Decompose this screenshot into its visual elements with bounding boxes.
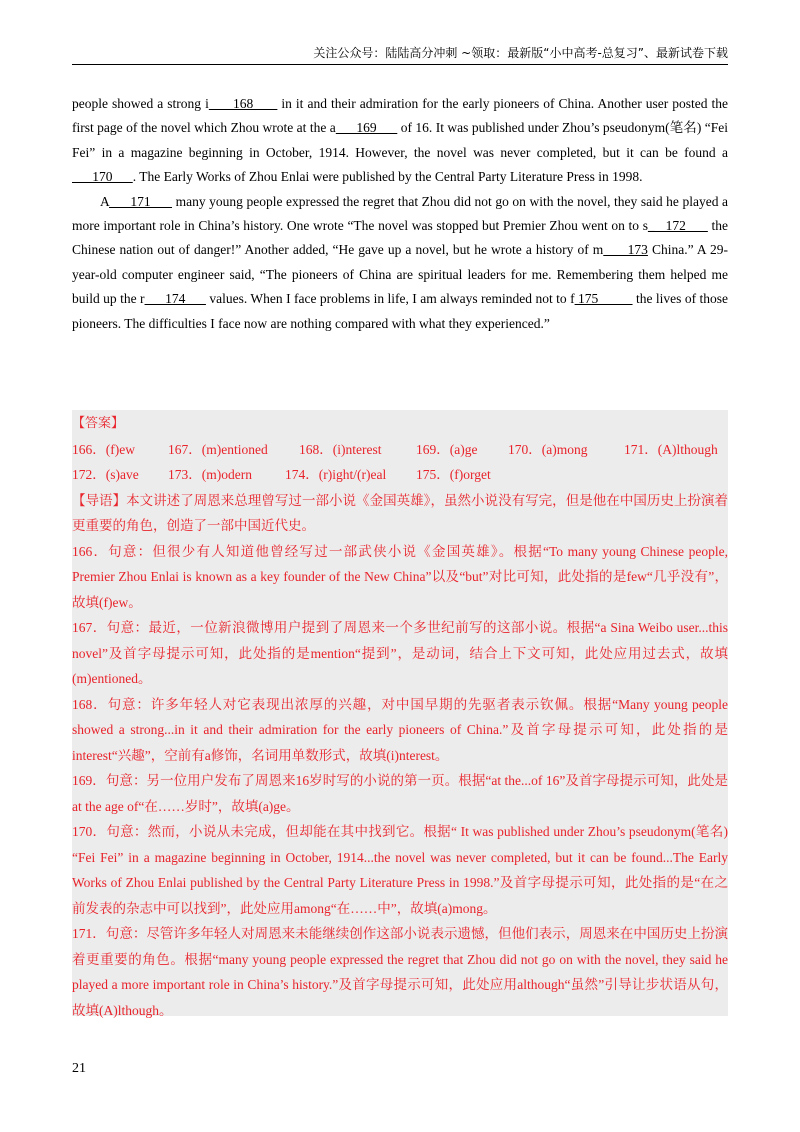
answer-item: 174．(r)ight/(r)eal bbox=[285, 467, 387, 482]
passage-text: A bbox=[100, 193, 110, 209]
passage-text: in it and their admiration for the early pioneers of China. Another user posted the first page of the novel which Zhou wrote at the a bbox=[72, 96, 728, 136]
answer-item: 172．(s)ave bbox=[72, 467, 139, 482]
passage-text: . The Early Works of Zhou Enlai were published by the Central Party Literature Press in 1998. bbox=[132, 169, 643, 185]
explanation-item: 171．句意：尽管许多年轻人对周恩来未能继续创作这部小说表示遗憾，但他们表示，周恩来在中国历史上扮演着更重要的角色。根据“many young people expressed the regret that Zhou did not go on with the novel, they said he played a more important role in China’s history.”及首字母提示可知，此处应用although“虽然”引导让步状语从句，故填(A)lthough。 bbox=[72, 926, 728, 1018]
answer-blank: 170 bbox=[72, 169, 133, 185]
passage-paragraph-2 bbox=[72, 190, 728, 336]
passage-text: values. When I face problems in life, I am always reminded not to f bbox=[205, 291, 575, 307]
answer-item: 170．(a)mong bbox=[508, 441, 588, 457]
passage bbox=[72, 92, 728, 336]
answer-row-2 bbox=[72, 462, 728, 488]
passage-text: the lives of those pioneers. The difficulties I face now are nothing compared with what they experienced.” bbox=[72, 291, 728, 331]
answer-item: 171．(A)lthough bbox=[624, 441, 718, 457]
answer-item: 167．(m)entioned bbox=[168, 441, 268, 457]
answer-item: 168．(i)nterest bbox=[299, 441, 382, 457]
answer-heading: 【答案】 bbox=[72, 416, 125, 431]
answer-blank: 173 bbox=[603, 242, 648, 258]
answer-row-1 bbox=[72, 437, 728, 463]
answer-blank: 168 bbox=[208, 96, 278, 111]
explanation-item: 【导语】本文讲述了周恩来总理曾写过一部小说《金国英雄》，虽然小说没有写完，但是他在中国历史上扮演着更重要的角色，创造了一部中国近代史。 bbox=[72, 492, 728, 533]
explanation-list bbox=[72, 488, 728, 1024]
answer-item: 166．(f)ew bbox=[72, 441, 135, 457]
passage-text: of 16. It was published under Zhou’s pseudonym(笔名) “Fei Fei” in a magazine beginning in October, 1914. However, the novel was never completed, but it can be found a bbox=[72, 120, 728, 160]
passage-text: many young people expressed the regret that Zhou did not go on with the novel, they said he played a more important role in China’s history. One wrote “The novel was stopped but Premier Zhou went on to s bbox=[72, 193, 728, 234]
explanation-item: 167．句意：最近，一位新浪微博用户提到了周恩来一个多世纪前写的这部小说。根据“a Sina Weibo user...this novel”及首字母提示可知，此处指的是mention“提到”，是动词，结合上下文可知，此处应用过去式，故填(m)entioned。 bbox=[72, 620, 728, 686]
explanation-item: 170．句意：然而，小说从未完成，但却能在其中找到它。根据“ It was published under Zhou’s pseudonym(笔名) “Fei Fei” in a magazine beginning in October, 1914...the novel was never completed, but it can be found...The Early Works of Zhou Enlai published by the Central Party Literature Press in 1998.”及首字母提示可知，此处指的是“在之前发表的杂志中可以找到”，此处应用among“在……中”，故填(a)mong。 bbox=[72, 824, 728, 916]
answer-section bbox=[72, 411, 728, 1023]
answer-item: 173．(m)odern bbox=[168, 467, 252, 482]
passage-text: people showed a strong i bbox=[72, 96, 209, 111]
passage-paragraph-1 bbox=[72, 92, 728, 190]
page-header: 关注公众号：陆陆高分冲刺 ~领取：最新版“小中高考-总复习”、最新试卷下载 bbox=[313, 46, 728, 60]
explanation-item: 168．句意：许多年轻人对它表现出浓厚的兴趣，对中国早期的先驱者表示钦佩。根据“Many young people showed a strong...in it and their admiration for the early pioneers of China.”及首字母提示可知，此处指的是interest“兴趣”，空前有a修饰，名词用单数形式，故填(i)nterest。 bbox=[72, 696, 728, 763]
answer-item: 169．(a)ge bbox=[416, 441, 478, 457]
header-divider bbox=[72, 64, 728, 65]
explanation-item: 166．句意：但很少有人知道他曾经写过一部武侠小说《金国英雄》。根据“To many young Chinese people, Premier Zhou Enlai is known as a key founder of the New China”以及“but”对比可知，此处指的是few“几乎没有”，故填(f)ew。 bbox=[72, 543, 728, 610]
answer-blank: 171 bbox=[109, 193, 173, 209]
answer-blank: 174 bbox=[144, 291, 206, 307]
explanation-item: 169．句意：另一位用户发布了周恩来16岁时写的小说的第一页。根据“at the...of 16”及首字母提示可知，此处是at the age of“在……岁时”，故填(a)ge。 bbox=[72, 773, 728, 814]
answer-item: 175．(f)orget bbox=[416, 467, 491, 482]
answer-blank: 169 bbox=[335, 120, 398, 136]
passage-text: the Chinese nation out of danger!” Another added, “He gave up a novel, but he wrote a history of m bbox=[72, 218, 729, 258]
page-number: 21 bbox=[72, 1061, 86, 1076]
answer-blank: _ 172 bbox=[647, 218, 708, 234]
passage-text: China.” A 29-year-old computer engineer said, “The pioneers of China are spiritual leaders for me. Remembering them helped me build up the r bbox=[72, 242, 729, 307]
answer-blank: 175 bbox=[574, 291, 633, 307]
